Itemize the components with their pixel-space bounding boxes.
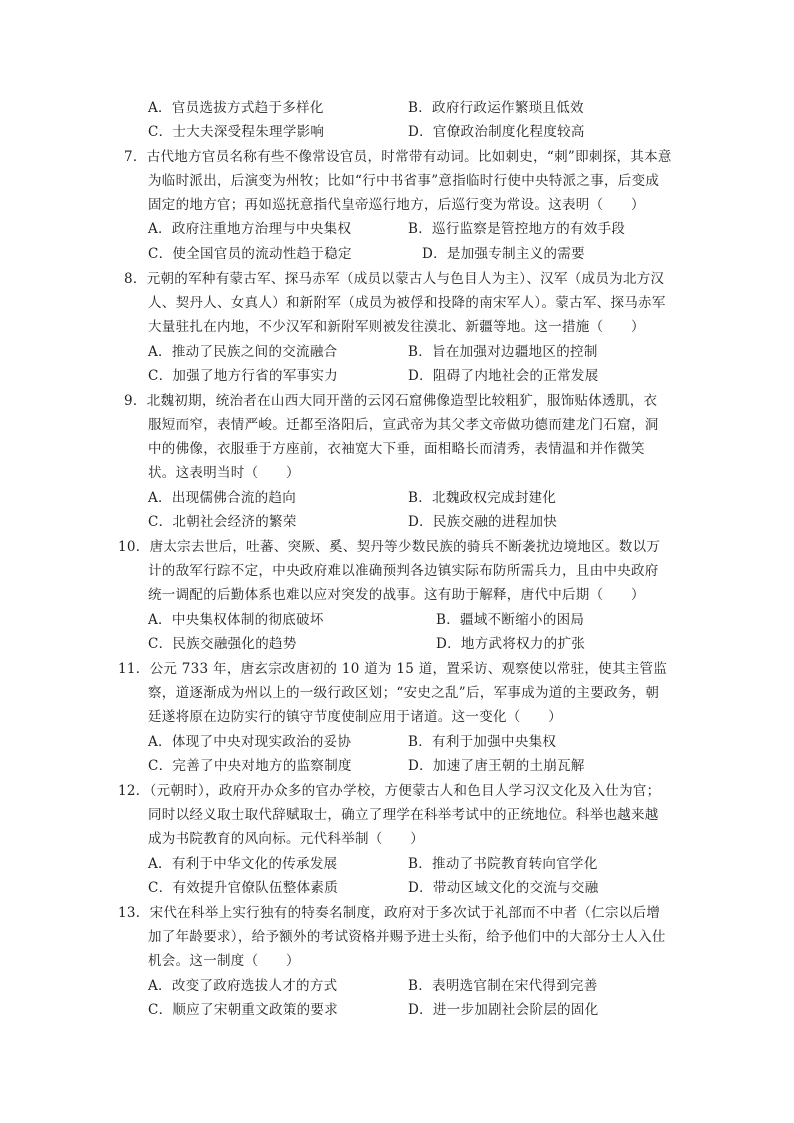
q7-option-c: C．使全国官员的流动性趋于稳定 <box>148 246 352 262</box>
q8-option-c: C．加强了地方行省的军事实力 <box>148 368 339 384</box>
q10-option-c: C．民族交融强化的趋势 <box>148 636 297 652</box>
q9-option-b: B．北魏政权完成封建化 <box>408 490 557 506</box>
q9-stem-line-4: 状。这表明当时（ ） <box>148 465 300 481</box>
q6-option-a: A．官员选拔方式趋于多样化 <box>148 100 324 116</box>
q8-stem-line-3: 大量驻扎在内地，不少汉军和新附军则被发往漠北、新疆等地。这一措施（ ） <box>148 319 645 335</box>
q13-option-c: C．顺应了宋朝重文政策的要求 <box>148 1002 339 1018</box>
q9-option-c: C．北朝社会经济的繁荣 <box>148 514 297 530</box>
q7-stem-line-2: 为临时派出，后演变为州牧；比如“行中书省事”意指临时行使中央特派之事，后变成 <box>148 173 660 189</box>
q10-stem-line-1: 10．唐太宗去世后，吐蕃、突厥、奚、契丹等少数民族的骑兵不断袭扰边境地区。数以万 <box>118 539 661 555</box>
q10-option-d: D．地方武将权力的扩张 <box>436 636 586 652</box>
q10-option-a: A．中央集权体制的彻底破坏 <box>148 612 324 628</box>
q11-option-d: D．加速了唐王朝的土崩瓦解 <box>408 758 585 774</box>
q10-stem-line-2: 计的敌军行踪不定，中央政府难以准确预判各边镇实际布防所需兵力，且由中央政府 <box>148 563 659 579</box>
q6-option-b: B．政府行政运作繁琐且低效 <box>408 100 584 116</box>
q11-option-c: C．完善了中央对地方的监察制度 <box>148 758 352 774</box>
q12-option-b: B．推动了书院教育转向官学化 <box>408 856 598 872</box>
q7-option-d: D．是加强专制主义的需要 <box>422 246 585 262</box>
q11-option-b: B．有利于加强中央集权 <box>408 734 557 750</box>
q12-stem-line-3: 成为书院教育的风向标。元代科举制（ ） <box>148 831 424 847</box>
q11-option-a: A．体现了中央对现实政治的妥协 <box>148 734 352 750</box>
q8-option-b: B．旨在加强对边疆地区的控制 <box>408 344 598 360</box>
q7-stem-line-1: 7．古代地方官员名称有些不像常设官员，时常带有动词。比如刺史，“刺”即刺探，其本意 <box>124 149 672 165</box>
q12-stem-line-2: 同时以经义取士取代辞赋取士，确立了理学在科举考试中的正统地位。科举也越来越 <box>148 807 659 823</box>
q13-stem-line-2: 加了年龄要求），给予额外的考试资格并赐予进士头衔，给予他们中的大部分士人入仕 <box>148 929 666 945</box>
q7-option-a: A．政府注重地方治理与中央集权 <box>148 221 352 237</box>
q8-option-a: A．推动了民族之间的交流融合 <box>148 344 338 360</box>
q8-stem-line-1: 8．元朝的军种有蒙古军、探马赤军（成员以蒙古人与色目人为主）、汉军（成员为北方汉 <box>124 271 665 287</box>
q9-stem-line-2: 服短而窄，表情严峻。迁都至洛阳后，宣武帝为其父孝文帝做功德而建龙门石窟，洞 <box>148 417 659 433</box>
q8-option-d: D．阻碍了内地社会的正常发展 <box>408 368 599 384</box>
q13-option-b: B．表明选官制在宋代得到完善 <box>408 978 598 994</box>
q10-stem-line-3: 统一调配的后勤体系也难以应对突发的战事。这有助于解释，唐代中后期（ ） <box>148 587 645 603</box>
q6-option-d: D．官僚政治制度化程度较高 <box>408 124 585 140</box>
q7-option-b: B．巡行监察是管控地方的有效手段 <box>408 221 626 237</box>
q9-option-a: A．出现儒佛合流的趋向 <box>148 490 297 506</box>
q11-stem-line-3: 廷遂将原在边防实行的镇守节度使制应用于诸道。这一变化（ ） <box>148 709 562 725</box>
q12-option-a: A．有利于中华文化的传承发展 <box>148 856 338 872</box>
q9-option-d: D．民族交融的进程加快 <box>408 514 558 530</box>
q12-stem-line-1: 12．（元朝时），政府开办众多的官办学校，方便蒙古人和色目人学习汉文化及入仕为官； <box>118 783 661 799</box>
q6-option-c: C．士大夫深受程朱理学影响 <box>148 124 325 140</box>
q11-stem-line-1: 11．公元 733 年，唐玄宗改唐初的 10 道为 15 道，置采访、观察使以常驻，使其主管监 <box>118 661 668 677</box>
q13-stem-line-3: 机会。这一制度（ ） <box>148 953 300 969</box>
q13-option-a: A．改变了政府选拔人才的方式 <box>148 978 338 994</box>
q12-option-c: C．有效提升官僚队伍整体素质 <box>148 880 339 896</box>
q13-stem-line-1: 13．宋代在科举上实行独有的特奏名制度，政府对于多次试于礼部而不中者（仁宗以后增 <box>118 905 661 921</box>
q13-option-d: D．进一步加剧社会阶层的固化 <box>408 1002 599 1018</box>
q9-stem-line-3: 中的佛像，衣服垂于方座前，衣袖宽大下垂，面相略长而清秀，表情温和并作微笑 <box>148 441 645 457</box>
q11-stem-line-2: 察，道逐渐成为州以上的一级行政区划；“安史之乱”后，军事成为道的主要政务，朝 <box>148 685 660 701</box>
q10-option-b: B．疆域不断缩小的困局 <box>436 612 585 628</box>
q8-stem-line-2: 人、契丹人、女真人）和新附军（成员为被俘和投降的南宋军人）。蒙古军、探马赤军 <box>148 295 666 311</box>
q12-option-d: D．带动区域文化的交流与交融 <box>408 880 599 896</box>
q7-stem-line-3: 固定的地方官；再如巡抚意指代皇帝巡行地方，后巡行变为常设。这表明（ ） <box>148 197 645 213</box>
q9-stem-line-1: 9．北魏初期，统治者在山西大同开凿的云冈石窟佛像造型比较粗犷，服饰贴体透肌，衣 <box>124 393 658 409</box>
